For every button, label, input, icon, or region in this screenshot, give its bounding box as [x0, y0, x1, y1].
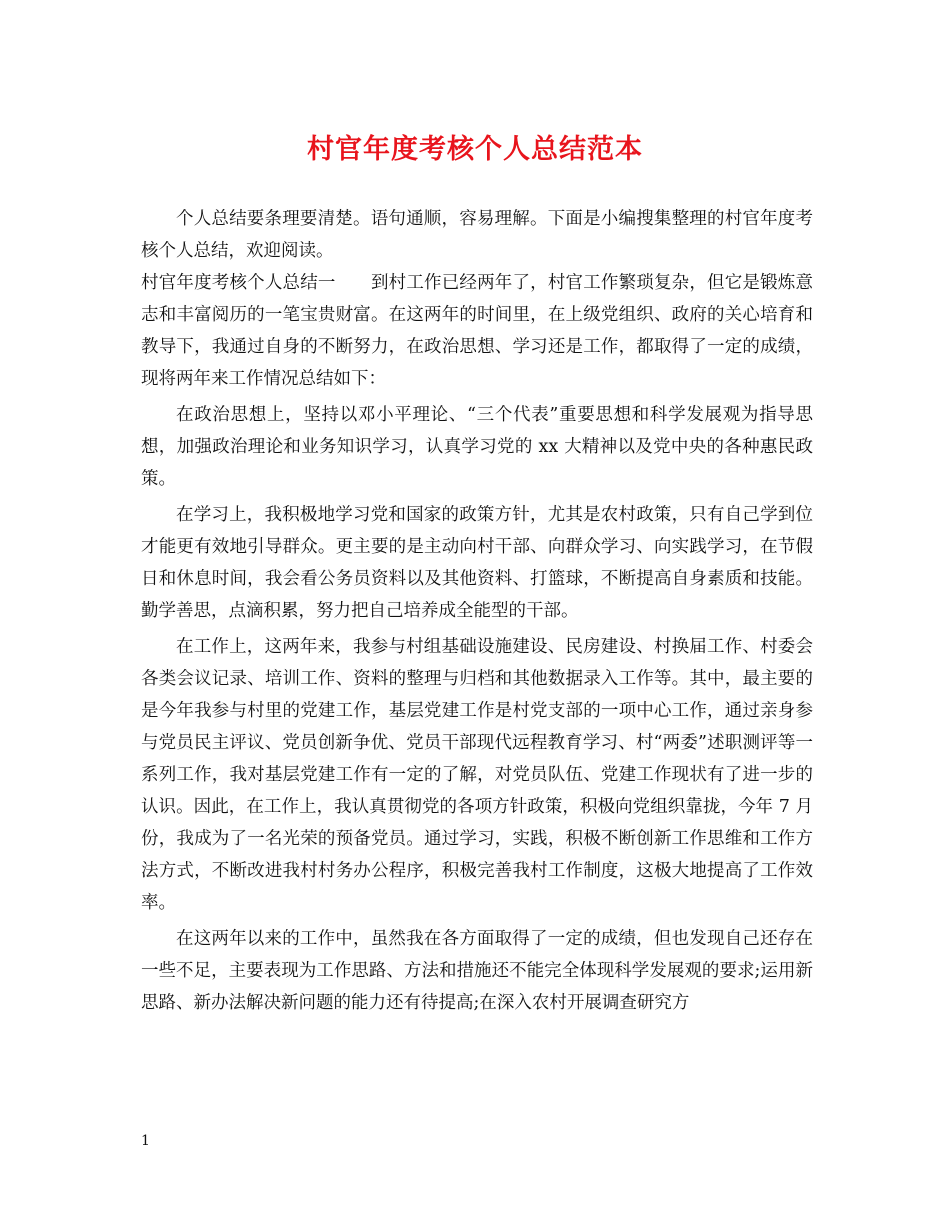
intro-paragraph: 个人总结要条理要清楚。语句通顺，容易理解。下面是小编搜集整理的村官年度考核个人总结，欢迎阅读。: [141, 209, 813, 261]
shortcomings-paragraph: 在这两年以来的工作中，虽然我在各方面取得了一定的成绩，但也发现自己还存在一些不足，主要表现为工作思路、方法和措施还不能完全体现科学发展观的要求;运用新思路、新办法解决新问题的能力还有待提高;在深入农村开展调查研究方: [141, 929, 813, 1013]
work-paragraph: 在工作上，这两年来，我参与村组基础设施建设、民房建设、村换届工作、村委会各类会议记录、培训工作、资料的整理与归档和其他数据录入工作等。其中，最主要的是今年我参与村里的党建工作，基层党建工作是村党支部的一项中心工作，通过亲身参与党员民主评议、党员创新争优、党员干部现代远程教育学习、村“两委”述职测评等一系列工作，我对基层党建工作有一定的了解，对党员队伍、党建工作现状有了进一步的认识。因此，在工作上，我认真贯彻党的各项方针政策，积极向党组织靠拢，今年 7 月份，我成为了一名光荣的预备党员。通过学习，实践，积极不断创新工作思维和工作方法方式，不断改进我村村务办公程序，积极完善我村工作制度，这极大地提高了工作效率。: [141, 637, 813, 913]
page-number: 1: [141, 1133, 150, 1149]
study-paragraph: 在学习上，我积极地学习党和国家的政策方针，尤其是农村政策，只有自己学到位才能更有效地引导群众。更主要的是主动向村干部、向群众学习、向实践学习，在节假日和休息时间，我会看公务员资料以及其他资料、打篮球，不断提高自身素质和技能。勤学善思，点滴积累，努力把自己培养成全能型的干部。: [141, 505, 813, 621]
document-body: [141, 203, 813, 1023]
political-thought-paragraph: 在政治思想上，坚持以邓小平理论、“三个代表”重要思想和科学发展观为指导思想，加强政治理论和业务知识学习，认真学习党的 xx 大精神以及党中央的各种惠民政策。: [141, 405, 813, 489]
document-title: 村官年度考核个人总结范本: [307, 134, 643, 165]
section-one-paragraph: 村官年度考核个人总结一 到村工作已经两年了，村官工作繁琐复杂，但它是锻炼意志和丰富阅历的一笔宝贵财富。在这两年的时间里，在上级党组织、政府的关心培育和教导下，我通过自身的不断努力，在政治思想、学习还是工作，都取得了一定的成绩，现将两年来工作情况总结如下：: [141, 273, 813, 389]
